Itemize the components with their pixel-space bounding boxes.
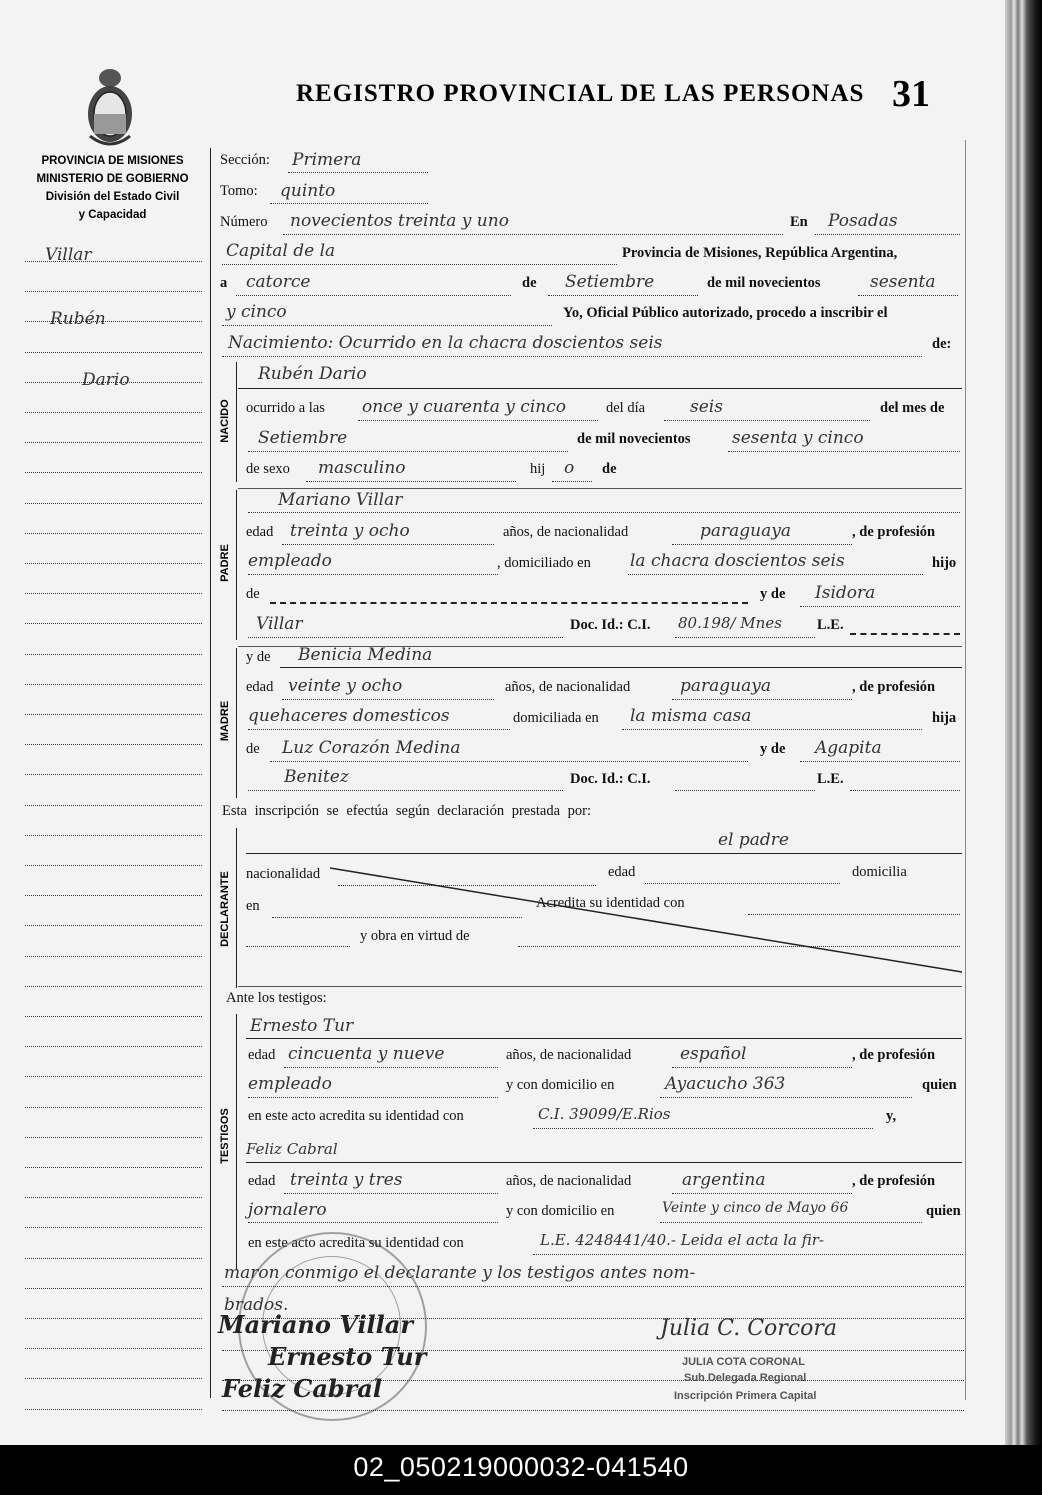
padre-top-line [238, 488, 962, 489]
sexo-label: de sexo [246, 461, 290, 477]
testigos-side-label: TESTIGOS [219, 1108, 231, 1164]
t2-edad-label: edad [248, 1173, 276, 1189]
margin-line [25, 895, 202, 896]
madre-nacionalidad: paraguaya [680, 676, 771, 696]
margin-line [25, 1107, 202, 1108]
t1-id-line [533, 1128, 873, 1129]
madre-padre-name: Luz Corazón Medina [282, 738, 461, 758]
numero-label: Número [220, 214, 268, 230]
t2-domicilio: Veinte y cinco de Mayo 66 [662, 1200, 849, 1216]
hij-value: o [564, 458, 575, 478]
left-header [20, 152, 205, 224]
signature-father: Mariano Villar [218, 1310, 413, 1339]
margin-line [25, 714, 202, 715]
declarante-bottom-line [238, 986, 962, 987]
image-code-footer: 02_050219000032-041540 [0, 1445, 1042, 1495]
margin-line [25, 805, 202, 806]
declarante-acredita-label: Acredita su identidad con [536, 895, 685, 911]
official-office-print: Inscripción Primera Capital [674, 1390, 817, 1402]
padre-dom-line [628, 574, 923, 575]
padre-edad-line [282, 544, 494, 545]
t1-name: Ernesto Tur [250, 1016, 354, 1036]
mes-value: Setiembre [565, 272, 655, 292]
madre-domicilio: la misma casa [630, 706, 752, 726]
madre-side-label: MADRE [219, 700, 231, 742]
page-number: 31 [892, 73, 930, 115]
padre-edad-label: edad [246, 524, 274, 540]
t2-name: Feliz Cabral [246, 1140, 338, 1158]
dia-value: catorce [246, 272, 311, 292]
nacido-anio: sesenta y cinco [732, 428, 864, 448]
madre-doc-line [675, 790, 815, 791]
padre-edad: treinta y ocho [290, 521, 410, 541]
sexo-line [306, 481, 516, 482]
anio2-line [222, 325, 552, 326]
margin-line [25, 563, 202, 564]
madre-anios-label: años, de nacionalidad [505, 679, 631, 695]
right-border [965, 140, 966, 1400]
declarante-crossout [330, 860, 970, 980]
declarante-obra-label: y obra en virtud de [360, 928, 470, 944]
margin-line [25, 684, 202, 685]
madre-le-line [850, 790, 960, 791]
seccion-value: Primera [292, 150, 362, 170]
declarante-bracket [236, 828, 237, 988]
padre-prof-line [248, 574, 498, 575]
margin-line [25, 774, 202, 775]
padre-anios-label: años, de nacionalidad [503, 524, 629, 540]
padre-profesion: empleado [248, 551, 332, 571]
margin-surname: Villar [45, 245, 92, 265]
hora-line [358, 420, 598, 421]
closing-text-2: brados. [224, 1295, 289, 1315]
sexo-value: masculino [318, 458, 406, 478]
division-label: División del Estado Civil [45, 191, 180, 203]
t1-quien-label: quien [922, 1077, 957, 1093]
de-label: de [522, 275, 537, 291]
margin-line [25, 986, 202, 987]
margin-line [25, 352, 202, 353]
madre-madre-line [800, 761, 960, 762]
t1-domicilio: Ayacucho 363 [665, 1074, 786, 1094]
t1-prof-line [248, 1097, 498, 1098]
margin-line [25, 1258, 202, 1259]
madre-doc-label: Doc. Id.: C.I. [570, 771, 651, 787]
declarante-intro: Esta inscripción se efectúa según declaración prestada por: [222, 803, 592, 819]
madre-dom-line [622, 729, 922, 730]
t2-profesion-label: , de profesión [852, 1173, 936, 1189]
margin-line [25, 412, 202, 413]
nacido-mes: Setiembre [258, 428, 348, 448]
tomo-label: Tomo: [220, 183, 258, 199]
t2-acredita-label: en este acto acredita su identidad con [248, 1235, 464, 1251]
margin-line [25, 1016, 202, 1017]
dia-nac-line [664, 420, 870, 421]
testigos-bracket [236, 1014, 237, 1269]
padre-de-label: de [246, 586, 260, 602]
t1-nacionalidad: español [680, 1044, 747, 1064]
capacity-label: y Capacidad [78, 209, 147, 221]
t1-id: C.I. 39099/E.Rios [538, 1105, 671, 1123]
padre-le-label: L.E. [817, 617, 844, 633]
padre-madre-line [800, 606, 960, 607]
signature-witness-1: Ernesto Tur [268, 1342, 427, 1371]
anio-nac-line [728, 451, 960, 452]
t2-nacionalidad: argentina [682, 1170, 766, 1190]
t1-acredita-label: en este acto acredita su identidad con [248, 1108, 464, 1124]
t1-profesion-label: , de profesión [852, 1047, 936, 1063]
margin-line [25, 744, 202, 745]
madre-madre-name: Agapita [815, 738, 882, 758]
madre-prof-line [248, 729, 510, 730]
madre-profesion-label: , de profesión [852, 679, 936, 695]
madre-le-label: L.E. [817, 771, 844, 787]
nacido-anio-label: de mil novecientos [577, 431, 691, 447]
padre-name-line [248, 512, 960, 513]
t1-edad-label: edad [248, 1047, 276, 1063]
declarante-line [246, 853, 962, 854]
t2-dom-label: y con domicilio en [506, 1203, 615, 1219]
t2-profesion: jornalero [248, 1200, 327, 1220]
margin-line [25, 1076, 202, 1077]
numero-line [283, 234, 783, 235]
ministry-label: MINISTERIO DE GOBIERNO [36, 173, 189, 185]
margin-line [25, 1378, 202, 1379]
t2-dom-line [660, 1222, 922, 1223]
closing-text-1: maron conmigo el declarante y los testigos antes nom- [224, 1263, 696, 1283]
declarante-edad-label: edad [608, 864, 636, 880]
t1-edad-line [284, 1067, 498, 1068]
inscribir-line [222, 356, 922, 357]
madre-edad-label: edad [246, 679, 274, 695]
madre-edad: veinte y ocho [288, 676, 403, 696]
hij-line [552, 481, 592, 482]
padre-doc-line [675, 637, 815, 638]
page-title: REGISTRO PROVINCIAL DE LAS PERSONAS [296, 80, 865, 107]
madre-apellido: Benitez [284, 767, 349, 787]
oficial-label: Yo, Oficial Público autorizado, procedo a inscribir el [563, 305, 888, 321]
margin-line [25, 925, 202, 926]
del-mes-label: del mes de [880, 400, 945, 416]
inscribir-value: Nacimiento: Ocurrido en la chacra doscientos seis [228, 333, 663, 353]
t2-prof-line [248, 1222, 498, 1223]
a-label: a [220, 275, 228, 291]
declarante-en-label: en [246, 898, 260, 914]
t2-nac-line [672, 1193, 852, 1194]
t1-dom-line [660, 1097, 912, 1098]
t1-profesion: empleado [248, 1074, 332, 1094]
del-dia-label: del día [606, 400, 646, 416]
margin-second-name: Dario [82, 370, 130, 390]
official-name-print: JULIA COTA CORONAL [682, 1356, 806, 1368]
t1-anios-label: años, de nacionalidad [506, 1047, 632, 1063]
padre-doc: 80.198/ Mnes [678, 614, 782, 632]
margin-line [25, 1167, 202, 1168]
en-value: Posadas [828, 211, 898, 231]
coat-of-arms-icon [80, 66, 140, 152]
madre-apellido-line [248, 790, 563, 791]
declarante-nac-label: nacionalidad [246, 866, 321, 882]
madre-de-label: de [246, 741, 260, 757]
nacido-bracket [236, 362, 237, 482]
en-label: En [790, 214, 808, 230]
madre-domiciliada-label: domiciliada en [513, 710, 599, 726]
t2-name-line [246, 1162, 962, 1163]
margin-line [25, 472, 202, 473]
padre-apellido-line [248, 637, 563, 638]
margin-line [25, 533, 202, 534]
margin-line [25, 1409, 202, 1410]
t1-name-line [246, 1038, 962, 1039]
province-label: PROVINCIA DE MISIONES [41, 155, 184, 167]
margin-line [25, 1348, 202, 1349]
provincia-label: Provincia de Misiones, República Argentina, [622, 245, 898, 261]
tomo-value: quinto [280, 181, 336, 201]
t2-edad-line [284, 1193, 498, 1194]
margin-line [25, 1288, 202, 1289]
padre-nacionalidad: paraguaya [700, 521, 791, 541]
seccion-line [288, 172, 428, 173]
margin-line [25, 1318, 202, 1319]
declarante-value: el padre [718, 830, 789, 850]
nacido-side-label: NACIDO [219, 399, 231, 443]
nacido-dia: seis [690, 397, 723, 417]
hora-value: once y cuarenta y cinco [362, 397, 566, 417]
anio-label: de mil novecientos [707, 275, 821, 291]
padre-le-dash [850, 633, 960, 635]
padre-de-dash [270, 602, 748, 604]
t2-edad: treinta y tres [290, 1170, 403, 1190]
margin-line [25, 291, 202, 292]
declarante-side-label: DECLARANTE [219, 871, 231, 947]
t1-y-label: y, [886, 1108, 897, 1124]
tomo-line [270, 203, 428, 204]
padre-hijo-label: hijo [932, 555, 957, 571]
margin-line [25, 835, 202, 836]
padre-name: Mariano Villar [278, 490, 403, 510]
en-line [815, 234, 960, 235]
mes-line [548, 295, 698, 296]
margin-first-name: Rubén [50, 309, 106, 329]
margin-line [25, 593, 202, 594]
lugar-line [222, 264, 617, 265]
padre-side-label: PADRE [219, 544, 231, 582]
madre-name: Benicia Medina [298, 645, 433, 665]
padre-y-de-label: y de [760, 586, 786, 602]
padre-madre-name: Isidora [815, 583, 876, 603]
mes-nac-line [248, 451, 568, 452]
margin-line [25, 654, 202, 655]
padre-apellido: Villar [256, 614, 303, 634]
margin-line [25, 1227, 202, 1228]
madre-nac-line [672, 699, 852, 700]
margin-line [25, 1197, 202, 1198]
signature-witness-2: Feliz Cabral [222, 1374, 382, 1403]
official-title-print: Sub Delegada Regional [684, 1372, 807, 1384]
madre-name-line [280, 667, 962, 668]
margin-line [25, 442, 202, 443]
main-border [210, 148, 211, 1398]
dia-line [236, 295, 511, 296]
t2-id: L.E. 4248441/40.- Leida el acta la fir- [540, 1231, 824, 1249]
padre-domiciliado-label: , domiciliado en [497, 555, 591, 571]
testigos-intro: Ante los testigos: [226, 990, 327, 1006]
de-end-label: de: [932, 336, 952, 352]
madre-y-de-label: y de [246, 649, 271, 665]
book-spine-edge [1005, 0, 1042, 1445]
t1-dom-label: y con domicilio en [506, 1077, 615, 1093]
t2-quien-label: quien [926, 1203, 961, 1219]
madre-profesion: quehaceres domesticos [248, 706, 450, 726]
madre-edad-line [282, 699, 494, 700]
madre-hija-label: hija [932, 710, 957, 726]
t2-anios-label: años, de nacionalidad [506, 1173, 632, 1189]
t1-edad: cincuenta y nueve [288, 1044, 445, 1064]
padre-doc-label: Doc. Id.: C.I. [570, 617, 651, 633]
t1-nac-line [672, 1067, 852, 1068]
anio-value-2: y cinco [226, 302, 287, 322]
seccion-label: Sección: [220, 152, 270, 168]
padre-domicilio: la chacra doscientos seis [630, 551, 845, 571]
madre-bracket [236, 648, 237, 798]
nacido-name: Rubén Dario [258, 364, 367, 384]
ocurrido-label: ocurrido a las [246, 400, 325, 416]
declarante-domicilia-label: domicilia [852, 864, 907, 880]
t2-id-line [533, 1254, 963, 1255]
padre-nac-line [672, 544, 852, 545]
nacido-de-label: de [602, 461, 617, 477]
anio-line [858, 295, 958, 296]
anio-value: sesenta [870, 272, 936, 292]
lugar-value: Capital de la [226, 241, 336, 261]
signature-official: Julia C. Corcora [660, 1316, 837, 1341]
nacido-top-line [238, 388, 962, 389]
margin-line [25, 1137, 202, 1138]
margin-line [25, 1046, 202, 1047]
margin-line [25, 503, 202, 504]
margin-line [25, 956, 202, 957]
madre-padre-line [270, 761, 748, 762]
margin-line [25, 865, 202, 866]
padre-profesion-label: , de profesión [852, 524, 936, 540]
numero-value: novecientos treinta y uno [290, 211, 509, 231]
padre-bracket [236, 490, 237, 640]
margin-line [25, 623, 202, 624]
hij-label: hij [530, 461, 546, 477]
madre-y-de2-label: y de [760, 741, 786, 757]
